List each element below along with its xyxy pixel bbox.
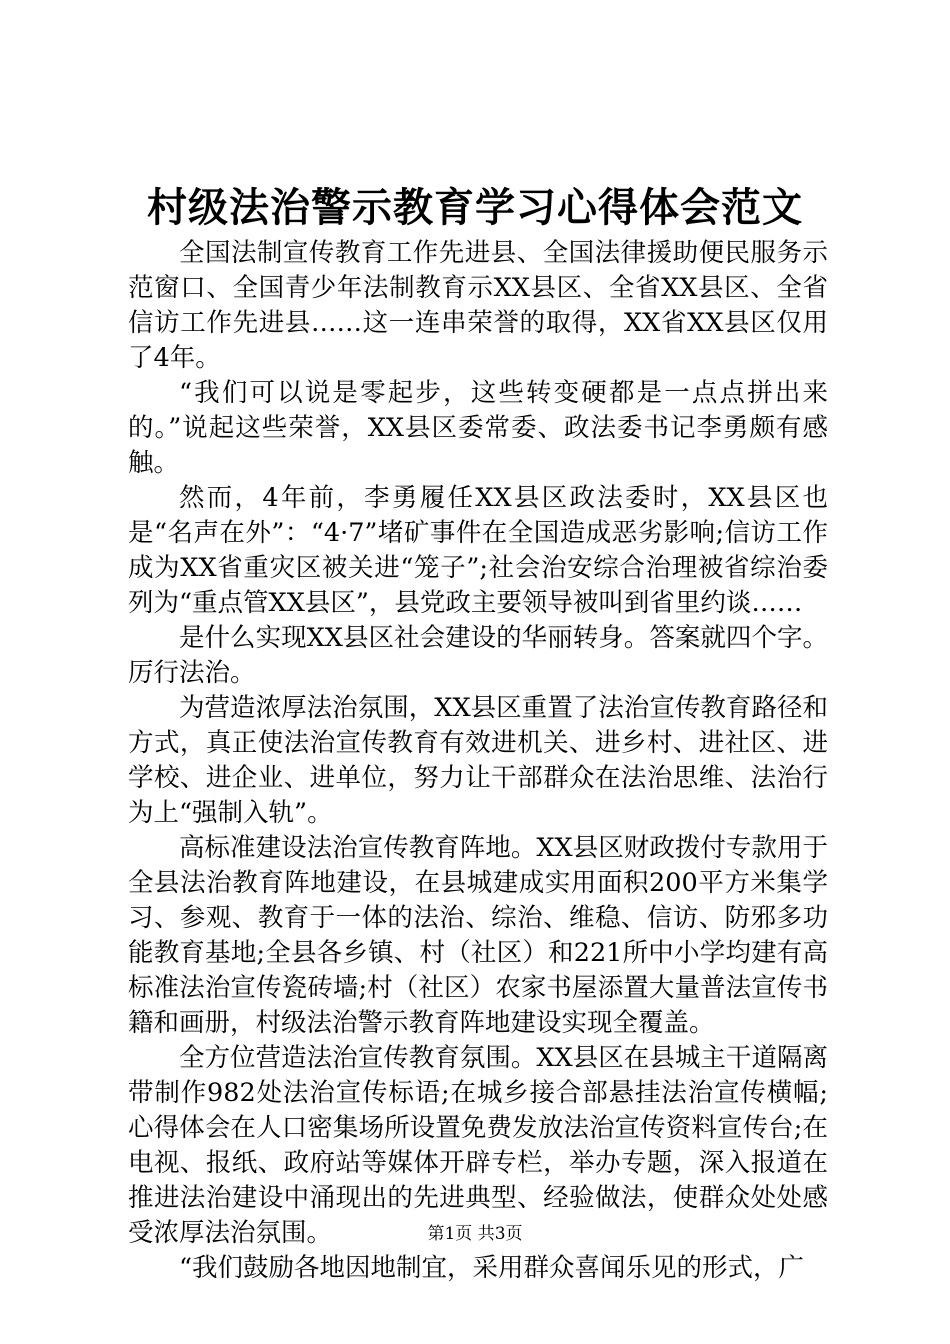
paragraph-1: 全国法制宣传教育工作先进县、全国法律援助便民服务示范窗口、全国青少年法制教育示XX县区、全省XX县区、全省信访工作先进县……这一连串荣誉的取得，XX省XX县区仅用了4年。 (128, 238, 828, 373)
paragraph-6: 高标准建设法治宣传教育阵地。XX县区财政拨付专款用于全县法治教育阵地建设，在县城建成实用面积200平方米集学习、参观、教育于一体的法治、综治、维稳、信访、防邪多功能教育基地;全县各乡镇、村（社区）和221所中小学均建有高标准法治宣传瓷砖墙;村（社区）农家书屋添置大量普法宣传书籍和画册，村级法治警示教育阵地建设实现全覆盖。 (128, 833, 828, 1038)
paragraph-8: “我们鼓励各地因地制宜，采用群众喜闻乐见的形式，广 (179, 1253, 805, 1283)
document-body (128, 236, 828, 1286)
document-title: 村级法治警示教育学习心得体会范文 (147, 184, 803, 231)
paragraph-2: “我们可以说是零起步，这些转变硬都是一点点拼出来的。”说起这些荣誉，XX县区委常委、政法委书记李勇颇有感触。 (128, 378, 828, 478)
page-number-footer: 第1页 共3页 (427, 1224, 523, 1244)
paragraph-5: 为营造浓厚法治氛围，XX县区重置了法治宣传教育路径和方式，真正使法治宣传教育有效进机关、进乡村、进社区、进学校、进企业、进单位，努力让干部群众在法治思维、法治行为上“强制入轨”。 (128, 693, 828, 828)
paragraph-7: 全方位营造法治宣传教育氛围。XX县区在县城主干道隔离带制作982处法治宣传标语;在城乡接合部悬挂法治宣传横幅;心得体会在人口密集场所设置免费发放法治宣传资料宣传台;在电视、报纸、政府站等媒体开辟专栏，举办专题，深入报道在推进法治建设中涌现出的先进典型、经验做法，使群众处处感受浓厚法治氛围。 (128, 1043, 828, 1248)
paragraph-4: 是什么实现XX县区社会建设的华丽转身。答案就四个字。厉行法治。 (128, 623, 828, 688)
paragraph-3: 然而，4年前，李勇履任XX县区政法委时，XX县区也是“名声在外”：“4·7”堵矿事件在全国造成恶劣影响;信访工作成为XX省重灾区被关进“笼子”;社会治安综合治理被省综治委列为“重点管XX县区”，县党政主要领导被叫到省里约谈…… (128, 483, 828, 618)
